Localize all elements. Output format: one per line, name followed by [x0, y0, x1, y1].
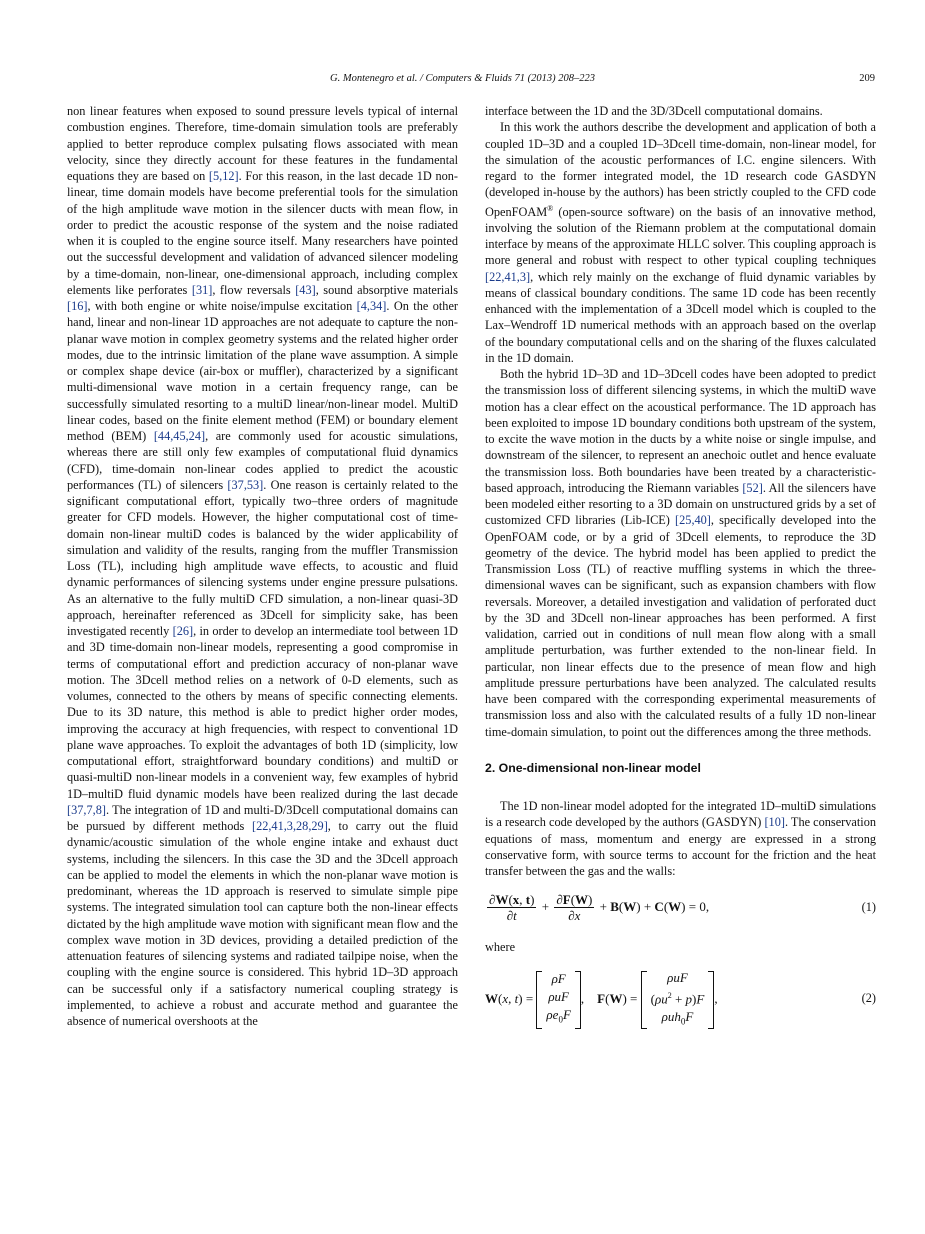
citation-link[interactable]: [43]: [295, 282, 316, 297]
citation-link[interactable]: [37,53]: [227, 477, 264, 492]
citation-link[interactable]: [22,41,3]: [485, 269, 531, 284]
running-head: G. Montenegro et al. / Computers & Fluids 71 (2013) 208–223: [329, 73, 595, 84]
citation-link[interactable]: [4,34]: [356, 299, 387, 313]
citation-link[interactable]: [37,7,8]: [67, 802, 106, 817]
citation-link[interactable]: [26]: [172, 624, 194, 638]
citation-link[interactable]: [52]: [742, 480, 763, 495]
right-paragraph: In this work the authors describe the development and application of both a coupled 1D–3D and a coupled 1D–3Dcell time-domain, non-linear model, for the simulation of the acoustic performances of I.C. engine silencers. With regard to the former integrated model, the 1D research code GASDYN (developed in-house by the authors) has been strictly coupled to the CFD code OpenFOAM® (open-source software) on the basis of an innovative method, involving the solution of the Riemann problem at the computational domain interface by means of the approximate HLLC solver. This coupling approach is more general and robust with respect to other typical coupling techniques [22,41,3], which rely mainly on the exchange of fluid dynamic variables by means of classical boundary conditions. The same 1D code has been recently enhanced with the implementation of a 3Dcell model which is coupled to the Lax–Wendroff 1D numerical methods with an approach based on the overlap of the boundary computational cells and on the sharing of the fluxes calculated in the 1D domain.: [485, 120, 876, 365]
left-paragraph: non linear features when exposed to sound pressure levels typical of internal combustion engines. Therefore, time-domain simulation tools are preferably applied to better reproduce complex pulsating flows associated with mean velocity, since they directly account for these features in the fundamental equations they are based on [5,12]. For this reason, in the last decade 1D non-linear, time domain models have become preferential tools for the simulation of the high amplitude wave motion in the silencer ducts with mean flow, in order to predict the acoustic response of the system and the noise radiated when it is coupled to the engine source itself. Many researchers have pointed out the successful development and validation of advanced silencer modeling by a time-domain, non-linear, one-dimensional approach, including complex elements like perforates [31], flow reversals [43], sound absorptive materials [16], with both engine or white noise/impulse excitation [4,34]. On the other hand, linear and non-linear 1D approaches are not adequate to capture the non-planar wave motion in complex geometry systems and the related higher order modes, due to the intrinsic limitation of the plane wave assumption. A simple or complex shape device (air-box or muffler), characterized by a significant multi-dimensional wave motion in a certain frequency range, can be successfully simulated resorting to a multiD linear/non-linear model. MultiD linear codes, based on the finite element method (FEM) or boundary element method (BEM) [44,45,24], are commonly used for acoustic simulations, whereas there are still only few examples of computational fluid dynamics (CFD), time-domain non-linear codes applied to predict the acoustic performances (TL) of silencers [37,53]. One reason is certainly related to the significant computational effort, typically two–three orders of magnitude greater for CFD models. However, the higher computational cost of time-domain non-linear multiD codes is balanced by the wider applicability of simulation and validity of the results, ranging from the muffler Transmission Loss (TL), including high amplitude wave effects, to acoustic and fluid dynamic performances of silencing systems under engine pressure pulsations. As an alternative to the fully multiD CFD simulation, a non-linear quasi-3D approach, hereinafter referenced as 3Dcell for simplicity sake, has been investigated recently [26], in order to develop an intermediate tool between 1D and 3D time-domain non-linear models, representing a good compromise in terms of computational effort and prediction accuracy of non-planar wave motion. The 3Dcell method relies on a network of 0-D elements, such as volumes, connected to the others by means of specific connecting elements. Due to its 3D nature, this method is able to predict higher order modes, improving the accuracy at high frequencies, with respect to conventional 1D plane wave approaches. To exploit the advantages of both 1D (simplicity, low computational effort, straightforward boundary conditions) and multiD or quasi-multiD non-linear models in a convenient way, few examples of hybrid 1D–multiD fluid dynamic models have been realized during the last decade [37,7,8]. The integration of 1D and multi-D/3Dcell computational domains can be pursued by different methods [22,41,3,28,29], to carry out the fluid dynamic/acoustic simulation of the whole engine intake and exhaust duct systems, including the silencers. In this case the 3D and the 3Dcell approach can be applied to model the elements in which the non-planar wave motion is predominant, whereas the 1D approach is reserved to simulate simple pipe systems. The integrated simulation tool can capture both the non-linear effects dictated by the high amplitude wave motion with significant mean flow and the complex wave motion in 3D devices, providing a detailed prediction of the attenuation features of silencing systems and radiated tailpipe noise, when the coupling with the engine source is considered. This hybrid 1D–3D approach can be successful only if a satisfactory numerical coupling strategy is implemented, to achieve a robust and accurate method and guarantee the absence of numerical overshoots at the: [67, 104, 458, 1028]
left-column: [67, 103, 458, 1029]
section-heading: 2. One-dimensional non-linear model: [485, 760, 701, 775]
equation-number: (2): [861, 990, 876, 1005]
equation-1: [485, 889, 876, 925]
citation-link[interactable]: [10]: [764, 815, 785, 830]
equation-number: (1): [861, 900, 876, 915]
citation-link[interactable]: [5,12]: [208, 169, 239, 183]
equation-2: [485, 968, 876, 1032]
right-column: [485, 103, 876, 1032]
page-number: 209: [859, 73, 875, 84]
citation-link[interactable]: [25,40]: [675, 513, 711, 528]
where-text: where: [485, 940, 516, 955]
citation-link[interactable]: [22,41,3,28,29]: [251, 819, 328, 833]
right-paragraph: interface between the 1D and the 3D/3Dcell computational domains.: [485, 104, 823, 118]
equation-1-body: $\frac{\partial W(x, t)}{\partial t}$ + $\frac{\partial F(W)}{\partial x}$ + B(W) + C(W) = 0,: [489, 891, 710, 923]
right-paragraph: Both the hybrid 1D–3D and 1D–3Dcell codes have been adopted to predict the transmission loss of different silencing systems, in which the multiD wave motion has a clear effect on the acoustical performance. The 1D approach has been exploited to impose 1D boundary conditions both upstream of the system, to excite the wave motion in the ducts by a white noise or single impulse, and downstream of the silencer, to represent an anechoic outlet and hence evaluate the transmission loss. Both boundaries have been treated by a characteristic-based approach, introducing the Riemann variables [52]. All the silencers have been modeled either resorting to a 3D domain on unstructured grids by a set of customized CFD libraries (Lib-ICE) [25,40], specifically developed into the OpenFOAM code, or by a grid of 3Dcell elements, to reproduce the 3D geometry of the device. The hybrid model has been applied to predict the Transmission Loss (TL) of reactive muffling systems in which the three-dimensional waves can be significant, such as expansion chambers with flow reversals. Moreover, a detailed investigation and validation of perforated duct by the 3D and 3Dcell non-linear approaches has been performed. A first validation, carried out in conditions of null mean flow along with a small amplitude perturbation, was further extended to the non-linear field. In particular, non linear effects due to the presence of mean flow and high amplitude pressure perturbations have been analyzed. The calculated results have been compared with the corresponding experimental measurements of transmission loss and also with the calculated results of a fully 1D non-linear time-domain simulation, to point out the differences among the three methods.: [485, 367, 876, 739]
equation-2-body: W(x, t) = ρF ρuF $\rho e_0F$ , F(W) = ρuF $(\rho u^2 + p)F$ ρuh$_0$F ,: [485, 968, 876, 1032]
citation-link[interactable]: [16]: [67, 299, 88, 313]
page-header: [0, 73, 925, 89]
citation-link[interactable]: [31]: [191, 282, 213, 297]
citation-link[interactable]: [44,45,24]: [153, 429, 206, 443]
right-paragraph: The 1D non-linear model adopted for the integrated 1D–multiD simulations is a research code developed by the authors (GASDYN) [10]. The conservation equations of mass, momentum and energy are expressed in a strong conservative form, with source terms to account for the friction and the heat transfer between the gas and the walls:: [485, 799, 877, 879]
